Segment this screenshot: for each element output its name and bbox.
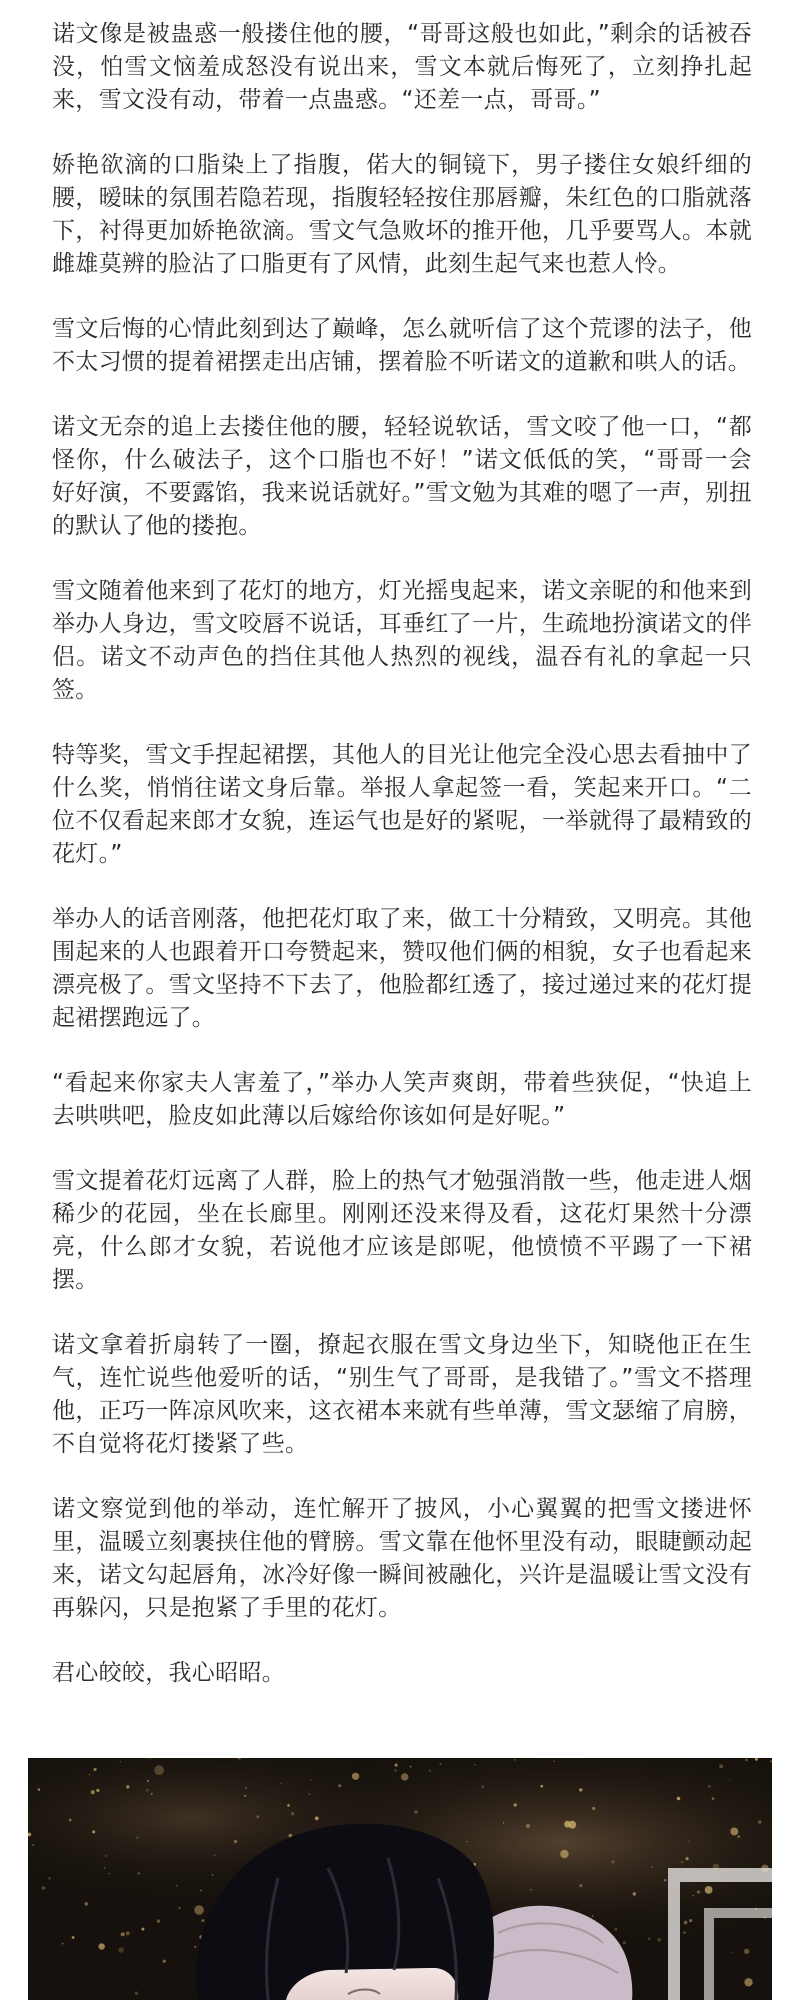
bokeh-dot — [48, 1877, 51, 1880]
bokeh-dot — [104, 1867, 105, 1868]
bokeh-dot — [683, 1932, 685, 1934]
bokeh-dot — [136, 1837, 138, 1839]
bokeh-dot — [730, 1828, 738, 1836]
bokeh-dot — [126, 1931, 130, 1935]
bokeh-dot — [719, 1764, 723, 1768]
bokeh-dot — [147, 1780, 149, 1782]
bokeh-dot — [202, 1919, 205, 1922]
bokeh-dot — [105, 1855, 107, 1857]
bokeh-dot — [770, 1761, 772, 1763]
paragraph: 诺文无奈的追上去搂住他的腰，轻轻说软话，雪文咬了他一口，“都怪你，什么破法子，这个口脂也不好！”诺文低低的笑，“哥哥一会好好演，不要露馅，我来说话就好。”雪文勉为其难的嗯了一声，别扭的默认了他的搂抱。 — [52, 414, 752, 539]
bokeh-dot — [514, 1759, 516, 1761]
bokeh-dot — [414, 1810, 418, 1814]
bokeh-dot — [697, 1890, 700, 1893]
bokeh-dot — [310, 1779, 312, 1781]
bokeh-dot — [514, 1803, 517, 1806]
bokeh-dot — [712, 1797, 715, 1800]
bokeh-dot — [92, 1830, 95, 1833]
bokeh-dot — [688, 1841, 690, 1843]
bokeh-dot — [84, 1902, 88, 1906]
bokeh-dot — [308, 1793, 310, 1795]
bokeh-dot — [99, 1943, 105, 1949]
bokeh-dot — [213, 1854, 215, 1856]
bokeh-dot — [579, 1884, 582, 1887]
bokeh-dot — [467, 1841, 468, 1842]
bokeh-dot — [62, 1943, 64, 1945]
comic-illustration — [28, 1758, 772, 2000]
bokeh-dot — [287, 1804, 290, 1807]
paragraph: 娇艳欲滴的口脂染上了指腹，偌大的铜镜下，男子搂住女娘纤细的腰，暧昧的氛围若隐若现，指腹轻轻按住那唇瓣，朱红色的口脂就落下，衬得更加娇艳欲滴。雪文气急败坏的推开他，几乎要骂人。本就雌雄莫辨的脸沾了口脂更有了风情，此刻生起气来也惹人怜。 — [52, 152, 752, 277]
bokeh-dot — [121, 1932, 125, 1936]
bokeh-dot — [194, 1946, 196, 1948]
bokeh-dot — [503, 1822, 504, 1823]
bokeh-dot — [429, 1770, 431, 1772]
bokeh-dot — [212, 1874, 214, 1876]
bokeh-dot — [291, 1812, 294, 1815]
paragraph: 特等奖，雪文手捏起裙摆，其他人的目光让他完全没心思去看抽中了什么奖，悄悄往诺文身后靠。举报人拿起签一看，笑起来开口。“二位不仅看起来郎才女貌，连运气也是好的紧呢，一举就得了最精致的花灯。” — [52, 742, 752, 867]
bokeh-dot — [481, 1786, 484, 1789]
bokeh-dot — [256, 1815, 259, 1818]
bokeh-dot — [541, 1785, 544, 1788]
bokeh-dot — [686, 1857, 689, 1860]
bokeh-dot — [440, 1763, 442, 1765]
paragraph: 诺文像是被蛊惑一般搂住他的腰，“哥哥这般也如此，”剩余的话被吞没，怕雪文恼羞成怒没有说出来，雪文本就后悔死了，立刻挣扎起来，雪文没有动，带着一点蛊惑。“还差一点，哥哥。” — [52, 21, 752, 113]
bokeh-dot — [315, 1817, 319, 1821]
paragraph: 诺文拿着折扇转了一圈，撩起衣服在雪文身边坐下，知晓他正在生气，连忙说些他爱听的话，“别生气了哥哥，是我错了。”雪文不搭理他，正巧一阵凉风吹来，这衣裙本来就有些单薄，雪文瑟缩了肩膀，不自觉将花灯搂紧了些。 — [52, 1332, 752, 1457]
bokeh-dot — [194, 1905, 204, 1915]
bokeh-dot — [623, 1941, 626, 1944]
paragraph: 雪文提着花灯远离了人群，脸上的热气才勉强消散一些，他走进人烟稀少的花园，坐在长廊里。刚刚还没来得及看，这花灯果然十分漂亮，什么郎才女貌，若说他才应该是郎呢，他愤愤不平踢了一下裙摆。 — [52, 1168, 752, 1293]
bokeh-dot — [657, 1938, 661, 1942]
bokeh-dot — [96, 1789, 99, 1792]
bokeh-dot — [146, 1789, 149, 1792]
bokeh-dot — [708, 1785, 711, 1788]
paragraph: “看起来你家夫人害羞了，”举办人笑声爽朗，带着些狭促，“快追上去哄哄吧，脸皮如此薄以后嫁给你该如何是好呢。” — [52, 1070, 752, 1129]
paragraph: 雪文后悔的心情此刻到达了巅峰，怎么就听信了这个荒谬的法子，他不太习惯的提着裙摆走出店铺，摆着脸不听诺文的道歉和哄人的话。 — [52, 316, 752, 375]
bokeh-dot — [758, 1820, 761, 1823]
bokeh-dot — [157, 1919, 160, 1922]
bokeh-dot — [615, 1928, 618, 1931]
bokeh-dot — [664, 1879, 666, 1881]
bokeh-dot — [553, 1761, 555, 1763]
bokeh-dot — [154, 1765, 164, 1775]
bokeh-dot — [689, 1919, 692, 1922]
bokeh-dot — [69, 1819, 72, 1822]
bokeh-dot — [338, 1784, 341, 1787]
bokeh-dot — [176, 1885, 177, 1886]
paragraph: 诺文察觉到他的举动，连忙解开了披风，小心翼翼的把雪文搂进怀里，温暖立刻裹挟住他的臂膀。雪文靠在他怀里没有动，眼睫颤动起来，诺文勾起唇角，冰冷好像一瞬间被融化，兴许是温暖让雪文没有再躲闪，只是抱紧了手里的花灯。 — [52, 1496, 752, 1621]
bokeh-dot — [592, 1807, 595, 1810]
story-text — [52, 18, 752, 1690]
bokeh-dot — [137, 1872, 140, 1875]
bokeh-dot — [560, 1850, 568, 1858]
bokeh-dot — [163, 1960, 166, 1963]
bokeh-dot — [592, 1915, 594, 1917]
bokeh-dot — [234, 1840, 237, 1843]
bokeh-dot — [474, 1764, 476, 1766]
closing-line: 君心皎皎，我心昭昭。 — [52, 1660, 285, 1686]
bokeh-dot — [530, 1889, 532, 1891]
bokeh-dot — [401, 1773, 409, 1781]
bokeh-dot — [38, 1788, 41, 1791]
bokeh-dot — [32, 1844, 34, 1846]
bokeh-dot — [126, 1785, 129, 1788]
bokeh-dot — [42, 1886, 46, 1890]
bokeh-dot — [744, 1978, 752, 1986]
bokeh-dot — [151, 1793, 153, 1795]
bokeh-dot — [564, 1821, 571, 1828]
bokeh-dot — [280, 1783, 282, 1785]
bokeh-dot — [118, 1947, 124, 1953]
bokeh-dot — [72, 1936, 75, 1939]
bokeh-dot — [692, 1895, 694, 1897]
illustration-art — [28, 1758, 772, 2000]
bokeh-dot — [89, 1774, 91, 1776]
bokeh-dot — [731, 1952, 732, 1953]
bokeh-dot — [120, 1761, 121, 1762]
bokeh-dot — [244, 1795, 246, 1797]
bokeh-dot — [684, 1921, 688, 1925]
bokeh-dot — [705, 1886, 713, 1894]
bokeh-dot — [395, 1764, 398, 1767]
bokeh-dot — [745, 1759, 748, 1762]
bokeh-dot — [394, 1769, 397, 1772]
bokeh-dot — [681, 1861, 682, 1862]
bokeh-dot — [651, 1866, 653, 1868]
paragraph: 雪文随着他来到了花灯的地方，灯光摇曳起来，诺文亲昵的和他来到举办人身边，雪文咬唇不说话，耳垂红了一片，生疏地扮演诺文的伴侣。诺文不动声色的挡住其他人热烈的视线，温吞有礼的拿起一只签。 — [52, 578, 752, 703]
bokeh-dot — [141, 1928, 144, 1931]
bokeh-dot — [94, 1768, 97, 1771]
bokeh-dot — [633, 1892, 636, 1895]
bokeh-dot — [352, 1773, 359, 1780]
bokeh-dot — [410, 1766, 412, 1768]
bokeh-dot — [526, 1824, 530, 1828]
bokeh-dot — [579, 1788, 582, 1791]
bokeh-dot — [135, 1992, 139, 1996]
bokeh-dot — [91, 1790, 95, 1794]
bokeh-dot — [109, 1873, 110, 1874]
bokeh-dot — [611, 1860, 614, 1863]
bokeh-dot — [744, 1949, 749, 1954]
bokeh-dot — [179, 1907, 181, 1909]
paragraph: 举办人的话音刚落，他把花灯取了来，做工十分精致，又明亮。其他围起来的人也跟着开口夸赞起来，赞叹他们俩的相貌，女子也看起来漂亮极了。雪文坚持不下去了，他脸都红透了，接过递过来的花灯提起裙摆跑远了。 — [52, 906, 752, 1031]
bokeh-dot — [737, 1835, 740, 1838]
bokeh-dot — [648, 1937, 651, 1940]
bokeh-dot — [245, 1787, 247, 1789]
bokeh-dot — [200, 1890, 202, 1892]
bokeh-dot — [729, 1779, 730, 1780]
bokeh-dot — [677, 1797, 681, 1801]
